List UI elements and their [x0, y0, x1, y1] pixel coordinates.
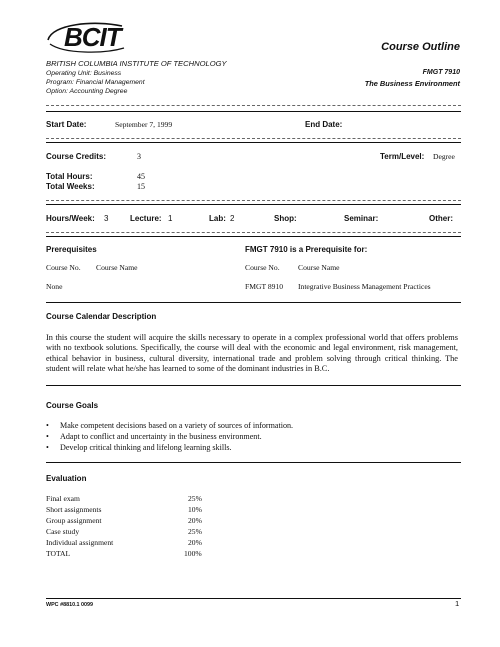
operating-unit: Operating Unit: Business [46, 70, 122, 77]
evaluation-heading: Evaluation [46, 474, 87, 483]
logo-text: BCIT [64, 22, 121, 52]
term-label: Term/Level: [380, 152, 425, 161]
eval-value: 20% [188, 538, 202, 547]
prereq-for-course-name: Integrative Business Management Practices [298, 282, 431, 291]
goal-text: Adapt to conflict and uncertainty in the business environment. [60, 432, 262, 441]
eval-value: 20% [188, 516, 202, 525]
footer-divider [46, 598, 461, 599]
goal-text: Develop critical thinking and lifelong learning skills. [60, 443, 232, 452]
footer-doc-id: WPC #8810.1 0099 [46, 602, 94, 608]
eval-label: Case study [46, 527, 80, 536]
list-item [46, 443, 232, 453]
list-item [46, 432, 262, 442]
start-date-label: Start Date: [46, 120, 87, 129]
goal-text: Make competent decisions based on a variety of sources of information. [60, 421, 294, 430]
calendar-description: In this course the student will acquire the skills necessary to operate in a complex professional world that offers problems with no textbook solutions. Specifically, the course will deal with the economic and legal environment, risk management, ethical behavior in business, cultural diversity, international trade and problem solving through critical thinking. The student will relate what he/she has learned to some of the dominant industries in B.C. [46, 333, 458, 374]
prereq-heading: Prerequisites [46, 245, 97, 254]
divider [46, 302, 461, 303]
other-label: Other: [429, 214, 453, 223]
col-course-no: Course No. [46, 263, 81, 272]
lecture-value: 1 [168, 214, 173, 223]
divider [46, 204, 461, 205]
end-date-label: End Date: [305, 120, 343, 129]
credits-value: 3 [137, 152, 141, 161]
lecture-label: Lecture: [130, 214, 162, 223]
prereq-for-course-no: FMGT 8910 [245, 282, 284, 291]
hours-week-value: 3 [104, 214, 109, 223]
divider [46, 142, 461, 143]
seminar-label: Seminar: [344, 214, 379, 223]
start-date-value: September 7, 1999 [115, 120, 173, 129]
bullet-icon: • [46, 432, 49, 441]
eval-label: Group assignment [46, 516, 102, 525]
eval-label: TOTAL [46, 549, 71, 558]
divider [46, 385, 461, 386]
eval-value: 10% [188, 505, 202, 514]
page-number: 1 [455, 599, 460, 608]
goals-heading: Course Goals [46, 401, 99, 410]
program: Program: Financial Management [46, 79, 145, 86]
calendar-heading: Course Calendar Description [46, 312, 157, 321]
hours-week-label: Hours/Week: [46, 214, 95, 223]
eval-label: Individual assignment [46, 538, 114, 547]
doc-type-title: Course Outline [381, 41, 460, 53]
divider [46, 105, 461, 106]
bcit-logo [44, 18, 126, 58]
eval-value: 100% [184, 549, 202, 558]
col-course-name: Course Name [96, 263, 138, 272]
shop-label: Shop: [274, 214, 297, 223]
term-value: Degree [433, 152, 455, 161]
divider [46, 462, 461, 463]
eval-value: 25% [188, 527, 202, 536]
prereq-value: None [46, 282, 63, 291]
col-course-no: Course No. [245, 263, 280, 272]
lab-value: 2 [230, 214, 235, 223]
total-hours-value: 45 [137, 172, 145, 181]
credits-label: Course Credits: [46, 152, 107, 161]
prereq-for-heading: FMGT 7910 is a Prerequisite for: [245, 245, 368, 254]
eval-value: 25% [188, 494, 202, 503]
divider [46, 236, 461, 237]
total-weeks-label: Total Weeks: [46, 182, 95, 191]
course-code: FMGT 7910 [422, 69, 460, 76]
col-course-name: Course Name [298, 263, 340, 272]
eval-label: Short assignments [46, 505, 102, 514]
eval-label: Final exam [46, 494, 80, 503]
list-item [46, 421, 293, 431]
institute-name: BRITISH COLUMBIA INSTITUTE OF TECHNOLOGY [46, 59, 227, 68]
divider [46, 232, 461, 233]
divider [46, 138, 461, 139]
option: Option: Accounting Degree [46, 88, 128, 95]
bullet-icon: • [46, 443, 49, 452]
bullet-icon: • [46, 421, 49, 430]
total-hours-label: Total Hours: [46, 172, 93, 181]
total-weeks-value: 15 [137, 182, 145, 191]
divider [46, 200, 461, 201]
lab-label: Lab: [209, 214, 226, 223]
course-title: The Business Environment [364, 79, 460, 88]
divider [46, 111, 461, 112]
